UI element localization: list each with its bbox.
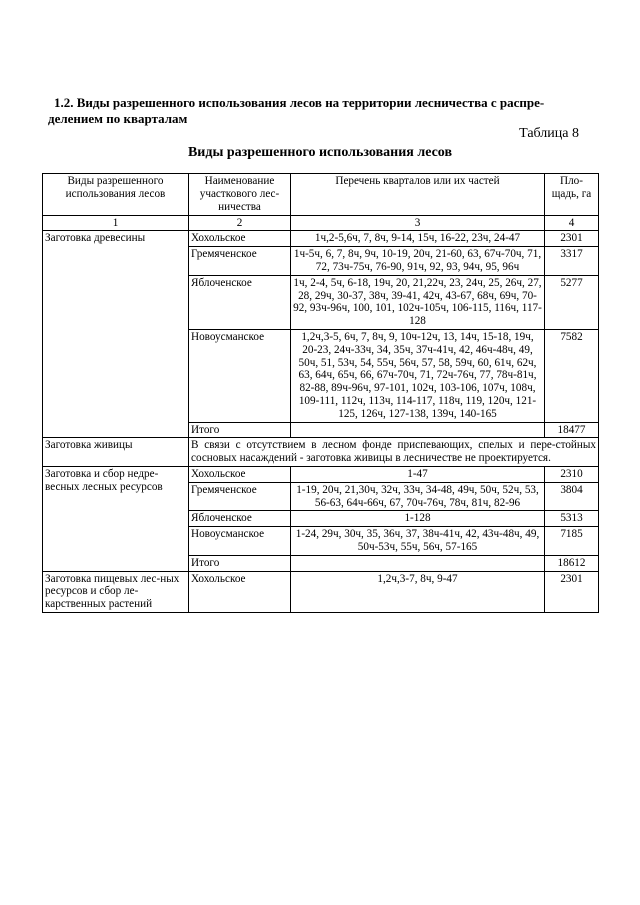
use-type-cell: Заготовка живицы (43, 438, 189, 467)
permitted-uses-table (42, 173, 599, 613)
forestry-cell: Хохольское (189, 571, 291, 612)
total-area-cell: 18612 (545, 555, 599, 571)
table-number-label: Таблица 8 (519, 126, 579, 141)
use-type-cell: Заготовка пищевых лес-ных ресурсов и сбор ле-карственных растений (43, 571, 189, 612)
use-type-cell (43, 275, 189, 329)
column-number-row (43, 215, 599, 231)
quarters-cell: 1ч, 2-4, 5ч, 6-18, 19ч, 20, 21,22ч, 23, 24ч, 25, 26ч, 27, 28, 29ч, 30-37, 38ч, 39-41, 42ч, 43-67, 68ч, 69ч, 70-92, 93ч-96ч, 100, 101, 102ч-105ч, 106-115, 116ч, 117-128 (291, 275, 545, 329)
quarters-cell: 1ч,2-5,6ч, 7, 8ч, 9-14, 15ч, 16-22, 23ч, 24-47 (291, 231, 545, 247)
column-header-use-type: Виды разрешенного использования лесов (43, 174, 189, 216)
quarters-cell: 1-128 (291, 511, 545, 527)
section-heading: 1.2. Виды разрешенного использования лесов на территории лесничества с распре-делением по кварталам (48, 95, 545, 126)
use-type-cell (43, 329, 189, 422)
column-number: 3 (291, 215, 545, 231)
note-cell: В связи с отсутствием в лесном фонде приспевающих, спелых и пере-стойных сосновых насаждений - заготовка живицы в лесничестве не проектируется. (189, 438, 599, 467)
quarters-cell: 1-24, 29ч, 30ч, 35, 36ч, 37, 38ч-41ч, 42, 43ч-48ч, 49, 50ч-53ч, 55ч, 56ч, 57-165 (291, 527, 545, 556)
use-type-cell: Заготовка и сбор недре-весных лесных ресурсов (43, 466, 189, 571)
quarters-cell: 1,2ч,3-7, 8ч, 9-47 (291, 571, 545, 612)
use-type-cell: Заготовка древесины (43, 231, 189, 247)
quarters-cell: 1ч-5ч, 6, 7, 8ч, 9ч, 10-19, 20ч, 21-60, 63, 67ч-70ч, 71, 72, 73ч-75ч, 76-90, 91ч, 92, 93, 94ч, 95, 96ч (291, 247, 545, 276)
total-label-cell: Итого (189, 422, 291, 438)
forestry-cell: Новоусманское (189, 527, 291, 556)
quarters-cell (291, 555, 545, 571)
use-type-cell (43, 247, 189, 276)
area-cell: 5313 (545, 511, 599, 527)
forestry-cell: Яблоченское (189, 275, 291, 329)
quarters-cell: 1,2ч,3-5, 6ч, 7, 8ч, 9, 10ч-12ч, 13, 14ч, 15-18, 19ч, 20-23, 24ч-33ч, 34, 35ч, 37ч-41ч, 42, 46ч-48ч, 49, 50ч, 51, 53ч, 54, 55ч, 56ч, 57, 58, 59ч, 60, 61ч, 62ч, 63, 64ч, 65ч, 66, 67ч-70ч, 71, 72ч-76ч, 77, 78ч-81ч, 82-88, 89ч-96ч, 97-101, 102ч, 103-106, 107ч, 108ч, 109-111, 112ч, 113ч, 114-117, 118ч, 119, 120ч, 121-125, 126ч, 127-138, 139ч, 140-165 (291, 329, 545, 422)
column-number: 4 (545, 215, 599, 231)
forestry-cell: Гремяченское (189, 247, 291, 276)
area-cell: 2310 (545, 466, 599, 482)
area-cell: 3804 (545, 482, 599, 511)
forestry-cell: Новоусманское (189, 329, 291, 422)
forestry-cell: Яблоченское (189, 511, 291, 527)
area-cell: 3317 (545, 247, 599, 276)
table-row (43, 247, 599, 276)
table-row (43, 275, 599, 329)
table-row (43, 329, 599, 422)
forestry-cell: Хохольское (189, 466, 291, 482)
column-header-area: Пло-щадь, га (545, 174, 599, 216)
use-type-cell (43, 422, 189, 438)
forestry-cell: Хохольское (189, 231, 291, 247)
column-header-forestry: Наименование участкового лес-ничества (189, 174, 291, 216)
table-row (43, 231, 599, 247)
quarters-cell: 1-19, 20ч, 21,30ч, 32ч, 33ч, 34-48, 49ч, 50ч, 52ч, 53, 56-63, 64ч-66ч, 67, 70ч-76ч, 78ч, 81ч, 82-96 (291, 482, 545, 511)
column-number: 2 (189, 215, 291, 231)
table-title: Виды разрешенного использования лесов (187, 145, 453, 160)
table-row (43, 571, 599, 612)
table-total-row (43, 422, 599, 438)
area-cell: 2301 (545, 231, 599, 247)
area-cell: 7582 (545, 329, 599, 422)
forestry-cell: Гремяченское (189, 482, 291, 511)
table-row (43, 466, 599, 482)
total-area-cell: 18477 (545, 422, 599, 438)
area-cell: 2301 (545, 571, 599, 612)
table-header-row (43, 174, 599, 216)
area-cell: 5277 (545, 275, 599, 329)
quarters-cell: 1-47 (291, 466, 545, 482)
column-number: 1 (43, 215, 189, 231)
quarters-cell (291, 422, 545, 438)
column-header-quarters: Перечень кварталов или их частей (291, 174, 545, 216)
table-row (43, 438, 599, 467)
area-cell: 7185 (545, 527, 599, 556)
total-label-cell: Итого (189, 555, 291, 571)
